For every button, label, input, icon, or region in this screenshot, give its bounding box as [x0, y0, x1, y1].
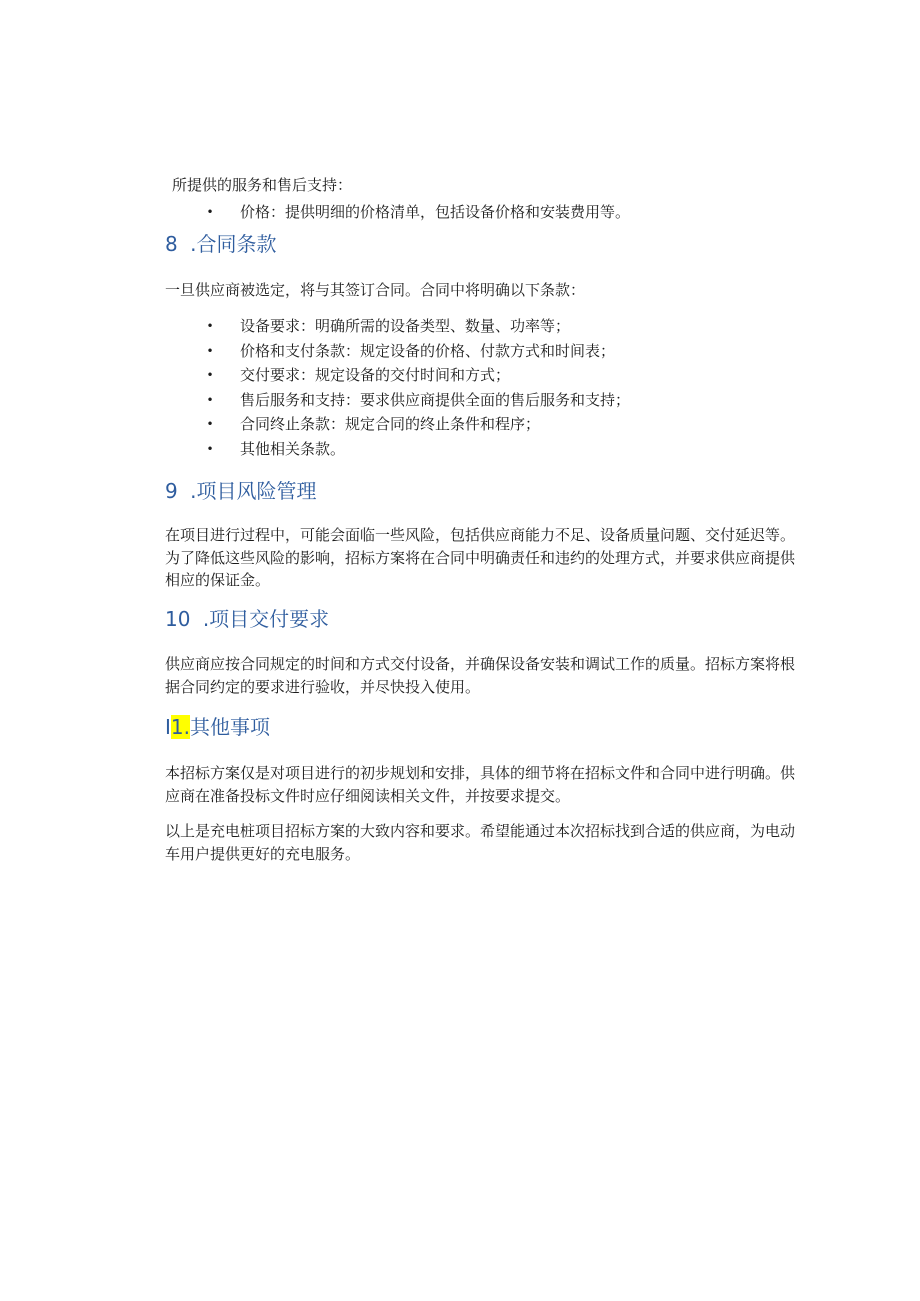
section-9-heading: [165, 478, 316, 504]
section-prefix: I: [165, 715, 171, 739]
section-8-paragraph: 一旦供应商被选定，将与其签订合同。合同中将明确以下条款：: [165, 281, 586, 299]
bullet-icon: •: [206, 319, 214, 333]
intro-line: 所提供的服务和售后支持：: [172, 176, 353, 194]
section-11-paragraph-1: 本招标方案仅是对项目进行的初步规划和安排，具体的细节将在招标文件和合同中进行明确。供应商在准备投标文件时应仔细阅读相关文件，并按要求提交。: [165, 764, 796, 805]
section-number: 10: [165, 607, 191, 631]
bullet-icon: •: [206, 441, 214, 456]
section-9-paragraph: 在项目进行过程中，可能会面临一些风险，包括供应商能力不足、设备质量问题、交付延迟等。为了降低这些风险的影响，招标方案将在合同中明确责任和违约的处理方式，并要求供应商提供相应的保证金。: [165, 526, 796, 589]
list-item-text: 售后服务和支持：要求供应商提供全面的售后服务和支持；: [240, 390, 631, 409]
list-item-text: 其他相关条款。: [240, 439, 346, 458]
section-10-paragraph: 供应商应按合同规定的时间和方式交付设备，并确保设备安装和调试工作的质量。招标方案将根据合同约定的要求进行验收，并尽快投入使用。: [165, 655, 796, 696]
section-title: .项目交付要求: [202, 607, 330, 631]
section-11-heading: [165, 714, 270, 740]
list-item-text: 设备要求：明确所需的设备类型、数量、功率等；: [240, 317, 571, 335]
bullet-icon: •: [206, 392, 214, 407]
section-title: .项目风险管理: [190, 479, 317, 503]
section-number: 9: [165, 479, 178, 503]
list-item-text: 交付要求：规定设备的交付时间和方式；: [240, 366, 511, 385]
bullet-icon: •: [206, 368, 214, 383]
section-8-heading: [165, 231, 276, 257]
bullet-icon: •: [206, 205, 214, 219]
list-item-text: 价格：提供明细的价格清单，包括设备价格和安装费用等。: [240, 203, 631, 221]
list-item-text: 合同终止条款：规定合同的终止条件和程序；: [240, 415, 541, 434]
bullet-icon: •: [206, 343, 214, 358]
section-number-highlight: 1.: [170, 715, 190, 739]
section-11-paragraph-2: 以上是充电桩项目招标方案的大致内容和要求。希望能通过本次招标找到合适的供应商，为电动车用户提供更好的充电服务。: [165, 822, 796, 863]
bullet-icon: •: [206, 417, 214, 432]
section-10-heading: [165, 606, 329, 632]
section-title: .合同条款: [190, 232, 277, 256]
section-title: 其他事项: [190, 715, 270, 739]
list-item-text: 价格和支付条款：规定设备的价格、付款方式和时间表；: [240, 341, 616, 360]
section-number: 8: [165, 232, 178, 256]
